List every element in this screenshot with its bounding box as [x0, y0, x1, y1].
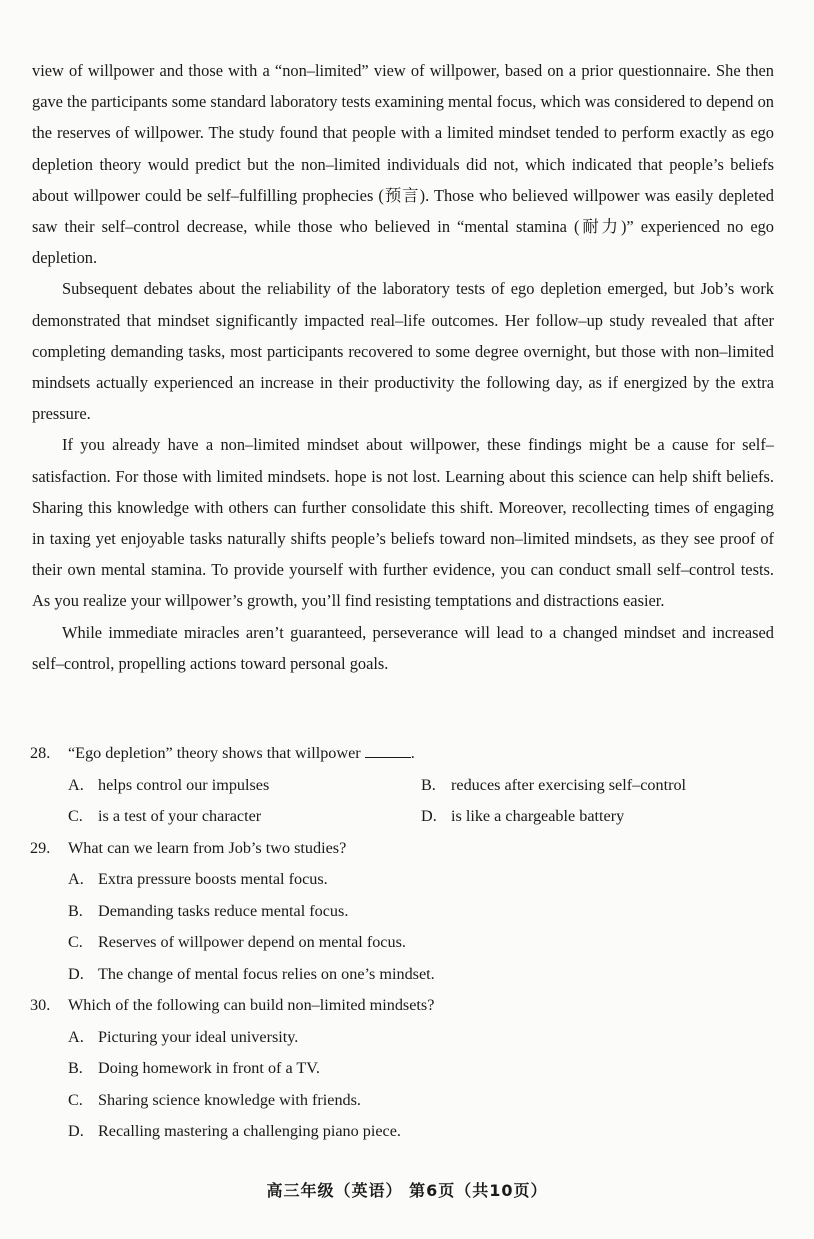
passage-paragraph: view of willpower and those with a “non–limited” view of willpower, based on a prior questionnaire. She then gave the participants some standard laboratory tests examining mental focus, which was considered to depend on the reserves of willpower. The study found that people with a limited mindset tended to perform exactly as ego depletion theory would predict but the non–limited individuals did not, which indicated that people’s beliefs about willpower could be self–fulfilling prophecies (预言). Those who believed willpower was easily depleted saw their self–control decrease, while those who believed in “mental stamina (耐力)” experienced no ego depletion. [32, 61, 774, 268]
option-row [30, 770, 774, 802]
option-d [30, 1116, 774, 1148]
option-text: is a test of your character [98, 807, 262, 825]
option-letter: C. [68, 1090, 83, 1109]
question-29 [30, 833, 774, 865]
option-text: reduces after exercising self–control [451, 775, 687, 794]
option-d [30, 959, 774, 991]
question-stem: “Ego depletion” theory shows that willpower [68, 744, 361, 762]
option-text: Sharing science knowledge with friends. [98, 1090, 361, 1109]
page-footer: 高三年级（英语） 第6页（共10页） [266, 1181, 548, 1200]
question-stem-end: . [410, 744, 415, 762]
option-text: helps control our impulses [98, 775, 270, 794]
option-text: Picturing your ideal university. [98, 1027, 299, 1046]
option-a [30, 1022, 774, 1054]
option-letter: A. [68, 1027, 84, 1046]
option-letter: D. [68, 964, 84, 983]
option-text: Demanding tasks reduce mental focus. [98, 901, 349, 920]
option-c [68, 801, 421, 833]
option-b [421, 770, 774, 802]
option-text: Doing homework in front of a TV. [98, 1059, 320, 1077]
question-30 [30, 990, 774, 1022]
question-stem: What can we learn from Job’s two studies? [68, 838, 347, 857]
option-text: The change of mental focus relies on one’s mindset. [98, 964, 435, 983]
option-b [30, 896, 774, 928]
option-b [30, 1053, 774, 1085]
option-letter: A. [68, 775, 84, 794]
question-number: 28. [30, 744, 51, 762]
option-letter: B. [68, 1059, 83, 1077]
option-letter: B. [421, 775, 436, 794]
passage-paragraph: While immediate miracles aren’t guaranteed, perseverance will lead to a changed mindset and increased self–control, propelling actions toward personal goals. [32, 622, 774, 673]
option-letter: C. [68, 933, 83, 951]
option-a [68, 770, 421, 802]
question-list [30, 738, 774, 1148]
option-text: Recalling mastering a challenging piano piece. [98, 1122, 401, 1140]
option-letter: D. [68, 1122, 84, 1140]
question-number: 30. [30, 996, 51, 1014]
option-text: is like a chargeable battery [451, 807, 625, 825]
passage-paragraph: Subsequent debates about the reliability of the laboratory tests of ego depletion emerged, but Job’s work demonstrated that mindset significantly impacted real–life outcomes. Her follow–up study revealed that after completing demanding tasks, most participants recovered to some degree overnight, but those with non–limited mindsets actually experienced an increase in their productivity the following day, as if energized by the extra pressure. [32, 279, 774, 424]
answer-blank [365, 743, 411, 758]
option-c [30, 1085, 774, 1117]
option-row [30, 801, 774, 833]
question-stem: Which of the following can build non–limited mindsets? [68, 996, 435, 1014]
option-letter: C. [68, 807, 83, 825]
option-c [30, 927, 774, 959]
option-a [30, 864, 774, 896]
question-28 [30, 738, 774, 770]
option-letter: B. [68, 901, 83, 920]
passage-paragraph: If you already have a non–limited mindset about willpower, these findings might be a cause for self–satisfaction. For those with limited mindsets. hope is not lost. Learning about this science can help shift beliefs. Sharing this knowledge with others can further consolidate this shift. Moreover, recollecting times of engaging in taxing yet enjoyable tasks naturally shifts people’s beliefs toward non–limited mindsets, as they see proof of their own mental stamina. To provide yourself with further evidence, you can conduct small self–control tests. As you realize your willpower’s growth, you’ll find resisting temptations and distractions easier. [32, 435, 774, 611]
question-number: 29. [30, 838, 51, 857]
option-d [421, 801, 774, 833]
option-letter: A. [68, 870, 84, 888]
reading-passage [32, 55, 774, 679]
option-text: Reserves of willpower depend on mental focus. [98, 933, 406, 951]
option-text: Extra pressure boosts mental focus. [98, 870, 328, 888]
option-letter: D. [421, 807, 437, 825]
